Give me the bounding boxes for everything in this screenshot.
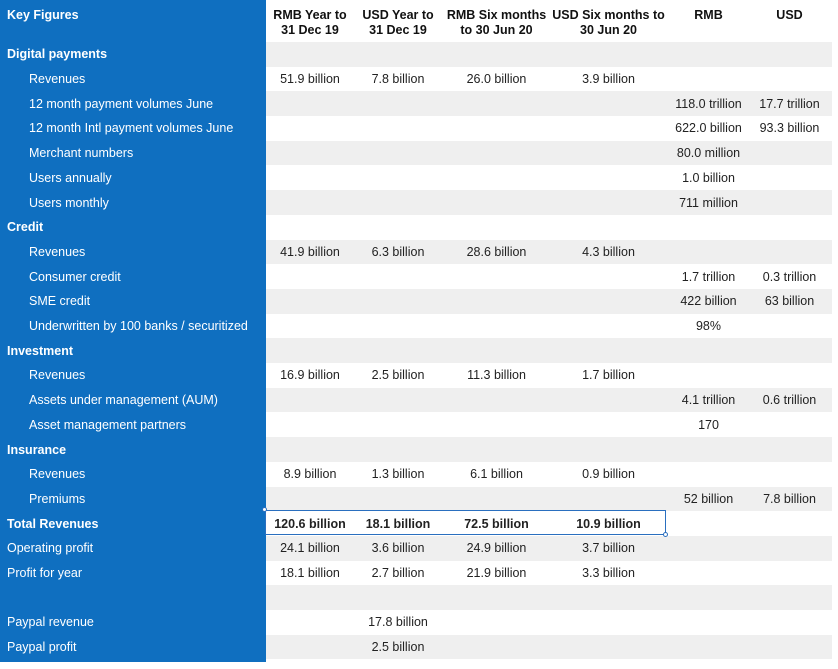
row-label[interactable]: Assets under management (AUM)	[29, 393, 218, 408]
table-row	[0, 413, 832, 438]
table-row	[0, 289, 832, 314]
row-label[interactable]: Consumer credit	[29, 269, 121, 284]
header-rmb-year: RMB Year to 31 Dec 19	[273, 8, 347, 37]
row-label[interactable]: Operating profit	[7, 541, 94, 556]
selection-handle-start[interactable]	[262, 507, 267, 512]
cell-c2[interactable]: 3.6 billion	[371, 541, 425, 556]
table-header	[0, 0, 832, 42]
cell-c3[interactable]: 26.0 billion	[466, 72, 527, 87]
table-row	[0, 585, 832, 610]
table-row	[0, 487, 832, 512]
table-row	[0, 610, 832, 635]
row-label[interactable]: Investment	[7, 343, 73, 358]
cell-c1[interactable]: 51.9 billion	[280, 72, 340, 87]
cell-c5[interactable]: 1.0 billion	[682, 170, 735, 185]
cell-c6[interactable]: 0.6 trillion	[762, 393, 817, 408]
table-row	[0, 42, 832, 67]
row-label[interactable]: Asset management partners	[29, 417, 187, 432]
cell-c6[interactable]: 17.7 trillion	[759, 96, 820, 111]
cell-c5[interactable]: 4.1 trillion	[681, 393, 736, 408]
row-label[interactable]: Total Revenues	[7, 516, 99, 531]
header-usd: USD	[776, 8, 803, 22]
cell-c2[interactable]: 7.8 billion	[371, 72, 425, 87]
header-rmb: RMB	[694, 8, 723, 22]
table-row	[0, 215, 832, 240]
row-label[interactable]: Merchant numbers	[29, 146, 134, 161]
row-band	[266, 338, 832, 363]
header-rmb-six-months: RMB Six months to 30 Jun 20	[446, 8, 547, 37]
cell-c5[interactable]: 622.0 billion	[675, 121, 742, 136]
cell-c6[interactable]: 7.8 billion	[763, 491, 816, 506]
cell-c6[interactable]: 0.3 trillion	[762, 269, 817, 284]
row-band	[266, 42, 832, 67]
row-label[interactable]: 12 month payment volumes June	[29, 96, 214, 111]
cell-c5[interactable]: 52 billion	[683, 491, 734, 506]
table-row	[0, 511, 832, 536]
cell-c1[interactable]: 8.9 billion	[283, 467, 337, 482]
row-label[interactable]: SME credit	[29, 294, 91, 309]
row-label[interactable]: Users annually	[29, 170, 112, 185]
cell-c4[interactable]: 1.7 billion	[582, 368, 635, 383]
header-usd-six-months: USD Six months to 30 Jun 20	[552, 8, 665, 37]
cell-c3[interactable]: 72.5 billion	[464, 516, 529, 531]
cell-c6[interactable]: 63 billion	[764, 294, 815, 309]
cell-c5[interactable]: 1.7 trillion	[681, 269, 736, 284]
cell-c1[interactable]: 41.9 billion	[280, 244, 340, 259]
cell-c2[interactable]: 2.5 billion	[371, 640, 425, 655]
table-row	[0, 116, 832, 141]
row-label[interactable]: Digital payments	[7, 47, 108, 62]
cell-c5[interactable]: 711 million	[679, 195, 738, 210]
table-row	[0, 388, 832, 413]
cell-c2[interactable]: 17.8 billion	[368, 615, 428, 630]
table-row	[0, 462, 832, 487]
cell-c2[interactable]: 2.7 billion	[371, 566, 425, 581]
row-label[interactable]: 12 month Intl payment volumes June	[29, 121, 234, 136]
cell-c2[interactable]: 6.3 billion	[371, 244, 425, 259]
table-row	[0, 536, 832, 561]
header-usd-year: USD Year to 31 Dec 19	[362, 8, 434, 37]
table-row	[0, 264, 832, 289]
row-label[interactable]: Paypal profit	[7, 640, 77, 655]
cell-c5[interactable]: 118.0 trillion	[675, 96, 742, 111]
cell-c3[interactable]: 24.9 billion	[466, 541, 527, 556]
row-label[interactable]: Revenues	[29, 467, 86, 482]
header-key-figures: Key Figures	[7, 8, 79, 22]
row-band	[266, 437, 832, 462]
cell-c5[interactable]: 422 billion	[680, 294, 737, 309]
cell-c4[interactable]: 0.9 billion	[582, 467, 635, 482]
table-row	[0, 561, 832, 586]
table-row	[0, 190, 832, 215]
cell-c3[interactable]: 21.9 billion	[466, 566, 527, 581]
table-row	[0, 166, 832, 191]
row-label[interactable]: Revenues	[29, 244, 86, 259]
cell-c5[interactable]: 98%	[695, 319, 722, 334]
cell-c5[interactable]: 170	[698, 417, 719, 432]
table-row	[0, 141, 832, 166]
row-label[interactable]: Revenues	[29, 368, 86, 383]
cell-c1[interactable]: 18.1 billion	[280, 566, 340, 581]
row-label[interactable]: Insurance	[7, 442, 67, 457]
cell-c3[interactable]: 28.6 billion	[466, 244, 527, 259]
cell-c1[interactable]: 120.6 billion	[274, 516, 346, 531]
cell-c2[interactable]: 18.1 billion	[365, 516, 431, 531]
cell-c1[interactable]: 16.9 billion	[280, 368, 340, 383]
row-label[interactable]: Underwritten by 100 banks / securitized	[29, 319, 248, 334]
cell-c5[interactable]: 80.0 million	[676, 146, 741, 161]
cell-c2[interactable]: 1.3 billion	[371, 467, 425, 482]
row-band	[266, 585, 832, 610]
cell-c1[interactable]: 24.1 billion	[280, 541, 340, 556]
table-row	[0, 635, 832, 660]
table-row	[0, 91, 832, 116]
table-row	[0, 67, 832, 92]
cell-c4[interactable]: 10.9 billion	[576, 516, 641, 531]
cell-c2[interactable]: 2.5 billion	[371, 368, 425, 383]
selection-handle-end[interactable]	[663, 532, 668, 537]
cell-c3[interactable]: 11.3 billion	[467, 368, 526, 383]
table-row	[0, 240, 832, 265]
cell-c4[interactable]: 3.7 billion	[582, 541, 635, 556]
cell-c4[interactable]: 4.3 billion	[582, 244, 635, 259]
cell-c6[interactable]: 93.3 billion	[759, 121, 820, 136]
row-label[interactable]: Paypal revenue	[7, 615, 94, 630]
row-label[interactable]: Credit	[7, 220, 44, 235]
cell-c4[interactable]: 3.3 billion	[582, 566, 635, 581]
table-row	[0, 338, 832, 363]
cell-c4[interactable]: 3.9 billion	[582, 72, 635, 87]
row-label[interactable]: Premiums	[29, 491, 86, 506]
table-row	[0, 437, 832, 462]
cell-c3[interactable]: 6.1 billion	[470, 467, 523, 482]
row-label[interactable]: Users monthly	[29, 195, 109, 210]
table-row	[0, 314, 832, 339]
row-band	[266, 635, 832, 660]
row-label[interactable]	[0, 585, 266, 610]
row-label[interactable]: Profit for year	[7, 566, 83, 581]
table-row	[0, 363, 832, 388]
row-label[interactable]: Revenues	[29, 72, 86, 87]
